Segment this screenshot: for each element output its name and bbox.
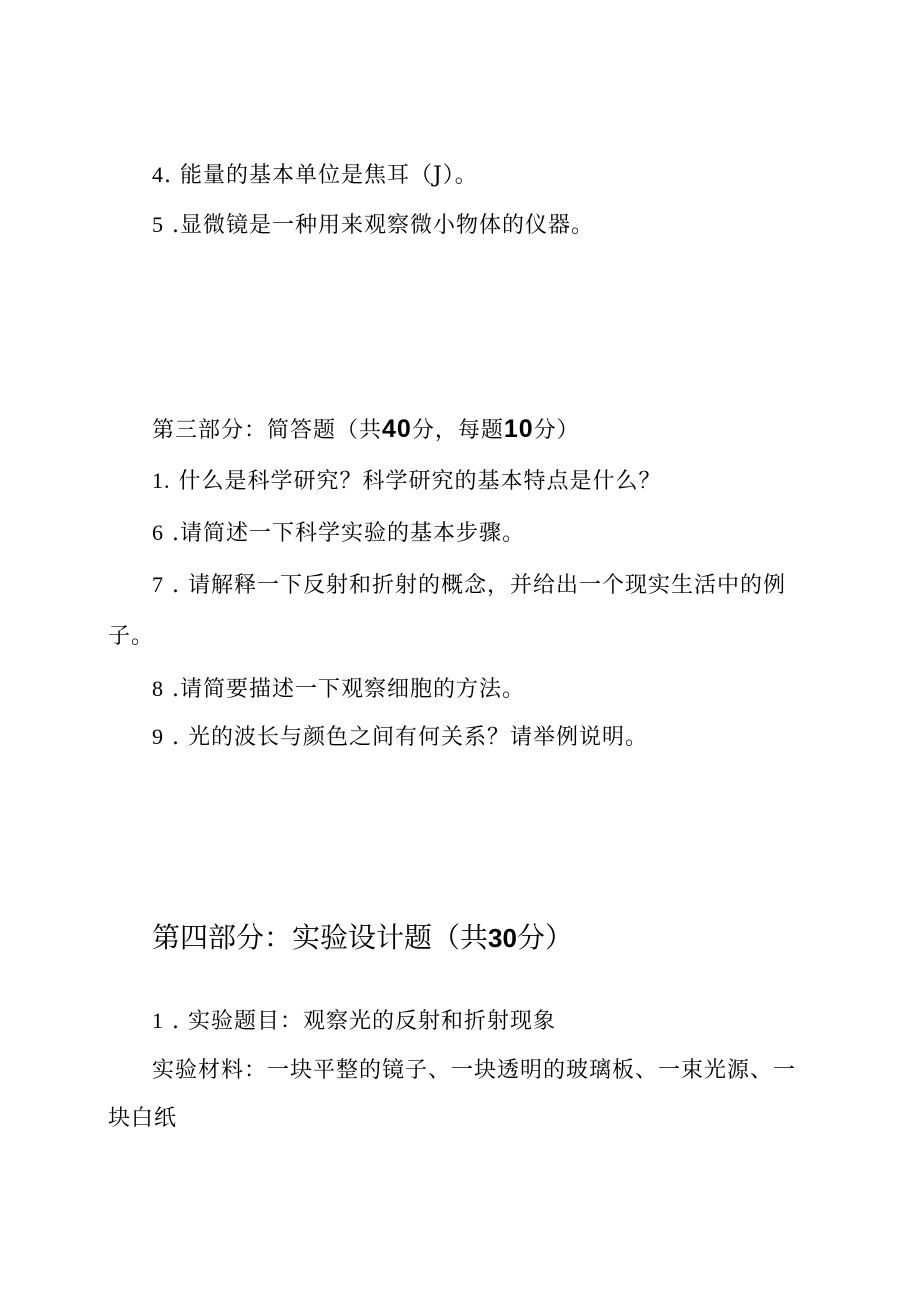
experiment-title — [152, 1006, 556, 1037]
question-8 — [152, 674, 525, 705]
experiment-materials-line-2: 块白纸 — [108, 1106, 178, 1131]
question-7-continuation — [108, 622, 154, 652]
item-number: 5 — [152, 212, 164, 237]
section-3-heading — [152, 414, 580, 446]
section-3-points-each: 10 — [503, 415, 534, 443]
section-4-points: 30 — [488, 923, 517, 953]
item-number: 4 — [152, 162, 164, 187]
question-number: 8 — [152, 676, 164, 701]
question-text: .请简述一下科学实验的基本步骤。 — [164, 521, 525, 546]
section-4-title-a: 第四部分：实验设计题（共 — [152, 921, 489, 954]
question-text: . 光的波长与颜色之间有何关系？请举例说明。 — [164, 725, 648, 750]
question-6 — [152, 518, 525, 549]
question-text: 什么是科学研究？科学研究的基本特点是什么？ — [170, 469, 662, 494]
experiment-materials — [152, 1056, 796, 1086]
question-text: . 请解释一下反射和折射的概念，并给出一个现实生活中的例 — [164, 573, 786, 598]
list-item-4 — [152, 160, 478, 191]
question-text-cont: 子。 — [108, 624, 155, 649]
item-text: .显微镜是一种用来观察微小物体的仪器。 — [164, 213, 594, 238]
experiment-materials-continuation — [108, 1104, 177, 1134]
question-7 — [152, 570, 786, 601]
section-3-title-b: 分，每题 — [411, 418, 504, 443]
question-1 — [152, 466, 662, 497]
section-4-heading — [152, 920, 573, 956]
question-9 — [152, 722, 648, 753]
question-number: 1. — [152, 468, 171, 493]
list-item-5 — [152, 210, 594, 241]
experiment-number: 1 — [152, 1008, 164, 1033]
item-text: . 能量的基本单位是焦耳（J）。 — [164, 163, 478, 188]
experiment-title-text: . 实验题目：观察光的反射和折射现象 — [164, 1009, 556, 1034]
question-number: 9 — [152, 724, 164, 749]
question-number: 6 — [152, 520, 164, 545]
section-3-title-c: 分） — [533, 418, 580, 443]
section-3-points-total: 40 — [382, 415, 412, 443]
experiment-materials-line-1: 实验材料：一块平整的镜子、一块透明的玻璃板、一束光源、一 — [152, 1058, 797, 1083]
section-4-title-b: 分） — [516, 921, 573, 954]
question-number: 7 — [152, 572, 164, 597]
question-text: .请简要描述一下观察细胞的方法。 — [164, 677, 525, 702]
section-3-title-a: 第三部分：简答题（共 — [152, 418, 383, 443]
